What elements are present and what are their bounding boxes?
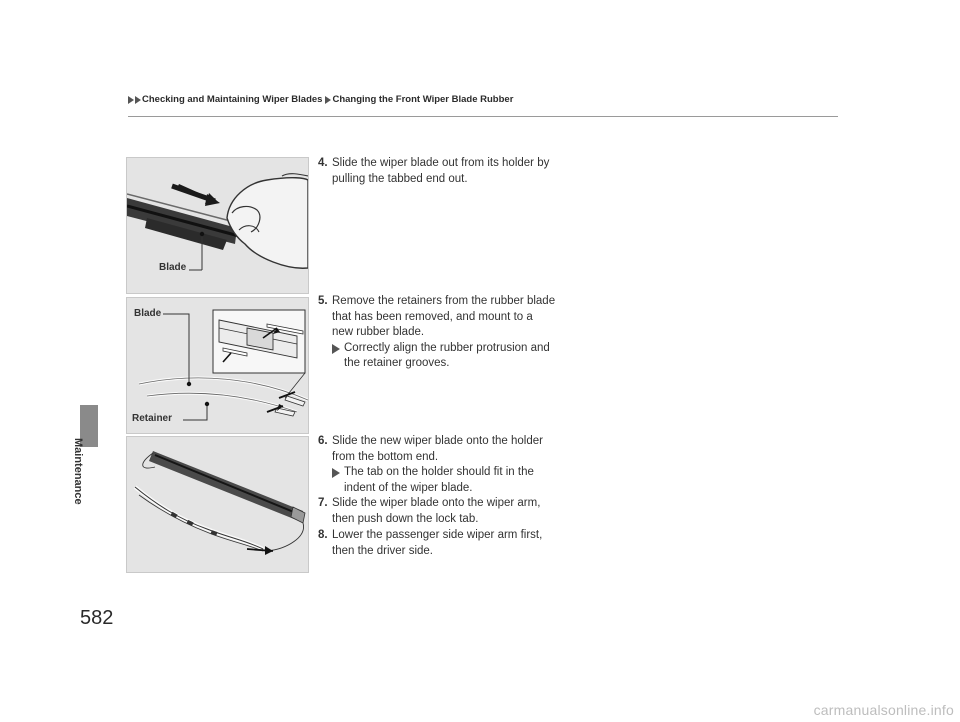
breadcrumb-item: Checking and Maintaining Wiper Blades [142, 94, 323, 105]
note-arrow-icon [332, 344, 340, 354]
figure-retainer-removal [126, 297, 309, 434]
breadcrumb-item: Changing the Front Wiper Blade Rubber [332, 94, 514, 105]
step-number: 4. [318, 157, 328, 169]
instruction-step [318, 496, 568, 527]
step-number: 8. [318, 529, 328, 541]
watermark: carmanualsonline.info [813, 702, 954, 718]
step-text: then the driver side. [332, 544, 434, 557]
header-divider [128, 116, 838, 117]
blade-installation-illustration [127, 437, 308, 572]
figure-blade-removal [126, 157, 309, 294]
page-number: 582 [80, 607, 114, 629]
step-text: from the bottom end. [332, 450, 439, 463]
step-text: new rubber blade. [332, 326, 425, 338]
note-arrow-icon [332, 468, 340, 478]
figure-callout-label: Blade [134, 308, 162, 319]
step-text: pulling the tabbed end out. [332, 172, 468, 185]
figure-callout-label: Blade [159, 262, 187, 273]
step-text: Slide the new wiper blade onto the holder [332, 435, 543, 447]
step-text: Slide the wiper blade onto the wiper arm, [332, 497, 541, 509]
step-number: 6. [318, 435, 328, 447]
figure-callout-label: Retainer [132, 413, 173, 424]
step-number: 7. [318, 497, 328, 509]
step-number: 5. [318, 295, 328, 307]
step-text: that has been removed, and mount to a [332, 310, 533, 323]
step-note [318, 341, 568, 372]
breadcrumb-arrow-icon [135, 96, 141, 104]
note-text: The tab on the holder should fit in the [344, 466, 534, 478]
instruction-step [318, 156, 568, 187]
step-text: then push down the lock tab. [332, 512, 479, 525]
breadcrumb-arrow-icon [325, 96, 331, 104]
breadcrumb [128, 94, 513, 105]
note-text: Correctly align the rubber protrusion and [344, 341, 550, 354]
instruction-step [318, 294, 568, 372]
note-text: indent of the wiper blade. [344, 481, 473, 494]
instruction-step [318, 434, 568, 496]
step-text: Slide the wiper blade out from its holder by [332, 157, 550, 169]
breadcrumb-arrow-icon [128, 96, 134, 104]
section-label: Maintenance [72, 438, 84, 505]
blade-removal-illustration [127, 158, 308, 293]
figure-blade-installation [126, 436, 309, 573]
step-text: Lower the passenger side wiper arm first, [332, 529, 543, 541]
instruction-step [318, 528, 568, 559]
step-text: Remove the retainers from the rubber blade [332, 295, 556, 307]
note-text: the retainer grooves. [344, 357, 450, 369]
step-note [318, 465, 568, 496]
